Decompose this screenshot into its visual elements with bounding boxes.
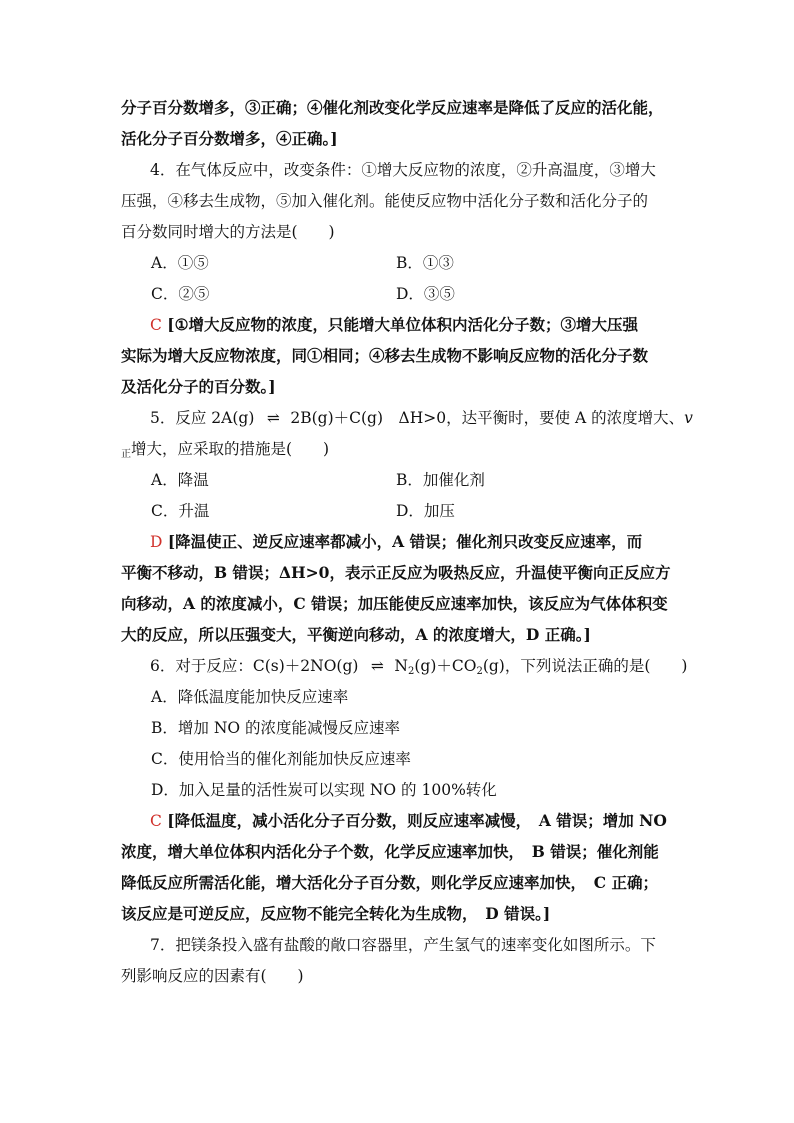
q6-explanation-text: [降低温度，减小活化分子百分数，则反应速率减慢， A 错误；增加 NO <box>167 811 667 830</box>
q4-explanation-line: 及活化分子的百分数。] <box>121 377 276 396</box>
q6-answer: C <box>150 812 162 830</box>
q7-stem: 7．把镁条投入盛有盐酸的敞口容器里，产生氢气的速率变化如图所示。下 <box>150 936 656 954</box>
q6-explanation-line: 该反应是可逆反应，反应物不能完全转化为生成物， D 错误。] <box>121 904 551 923</box>
q6-option-d: D．加入足量的活性炭可以实现 NO 的 100%转化 <box>151 781 497 799</box>
q5-explanation-line: 大的反应，所以压强变大，平衡逆向移动，A 的浓度增大，D 正确。] <box>121 625 591 644</box>
q5-explanation-text: [降温使正、逆反应速率都减小，A 错误；催化剂只改变反应速率，而 <box>167 532 643 551</box>
q6-explanation-line: 降低反应所需活化能，增大活化分子百分数，则化学反应速率加快， C 正确； <box>121 873 658 892</box>
q6-stem-text: 6．对于反应：C(s)＋2NO(g) <box>150 657 359 675</box>
q4-explanation-text: [①增大反应物的浓度，只能增大单位体积内活化分子数；③增大压强 <box>167 315 639 334</box>
q5-explanation-line: 向移动，A 的浓度减小，C 错误；加压能使反应速率加快，该反应为气体体积变 <box>121 594 668 613</box>
q6-subscript: 2 <box>476 666 483 677</box>
q6-option-a: A．降低温度能加快反应速率 <box>151 688 349 706</box>
q4-option-c: C．②⑤ <box>151 285 210 303</box>
q3-explanation-line: 分子百分数增多，③正确；④催化剂改变化学反应速率是降低了反应的活化能， <box>121 98 664 117</box>
q4-stem: 压强，④移去生成物，⑤加入催化剂。能使反应物中活化分子数和活化分子的 <box>121 192 649 210</box>
q4-explanation-line: 实际为增大反应物浓度，同①相同；④移去生成物不影响反应物的活化分子数 <box>121 346 649 365</box>
q5-velocity-subscript: 正 <box>121 449 131 460</box>
q4-answer: C <box>150 316 162 334</box>
q5-answer: D <box>150 533 163 551</box>
q5-stem-text: 5．反应 2A(g) <box>150 409 255 427</box>
q7-stem: 列影响反应的因素有( ) <box>121 967 304 985</box>
q4-stem: 百分数同时增大的方法是( ) <box>121 223 335 241</box>
q4-stem: 4．在气体反应中，改变条件：①增大反应物的浓度，②升高温度，③增大 <box>150 161 656 179</box>
q5-explanation-line: 平衡不移动，B 错误；ΔH>0，表示正反应为吸热反应，升温使平衡向正反应方 <box>121 563 671 582</box>
q5-velocity-symbol: v <box>684 409 693 427</box>
q5-stem-text: 2B(g)＋C(g) ΔH>0，达平衡时，要使 A 的浓度增大、 <box>290 409 685 427</box>
q4-option-b: B．①③ <box>396 254 454 272</box>
q5-option-a: A．降温 <box>151 471 209 489</box>
q5-stem <box>121 437 677 461</box>
q3-explanation-line: 活化分子百分数增多，④正确。] <box>121 129 338 148</box>
q6-stem-text: (g)，下列说法正确的是( ) <box>482 657 688 675</box>
q6-option-c: C．使用恰当的催化剂能加快反应速率 <box>151 750 411 768</box>
q4-option-d: D．③⑤ <box>396 285 455 303</box>
q6-stem-text: (g)＋CO <box>414 657 477 675</box>
q5-option-b: B．加催化剂 <box>396 471 485 489</box>
q5-option-c: C．升温 <box>151 502 210 520</box>
q4-option-a: A．①⑤ <box>151 254 209 272</box>
q6-option-b: B．增加 NO 的浓度能减慢反应速率 <box>151 719 401 737</box>
q6-explanation <box>150 809 677 833</box>
q6-stem-text: N <box>394 657 408 675</box>
q6-subscript: 2 <box>407 666 415 677</box>
equilibrium-arrow-icon: ⇌ <box>266 409 278 427</box>
q6-stem <box>150 654 688 678</box>
q4-explanation <box>150 313 677 337</box>
q5-stem-text: 增大，应采取的措施是( ) <box>131 440 330 458</box>
equilibrium-arrow-icon: ⇌ <box>370 657 382 675</box>
q5-stem <box>150 406 693 430</box>
q6-explanation-line: 浓度，增大单位体积内活化分子个数，化学反应速率加快， B 错误；催化剂能 <box>121 842 659 861</box>
q5-explanation <box>150 530 677 554</box>
q5-option-d: D．加压 <box>396 502 455 520</box>
